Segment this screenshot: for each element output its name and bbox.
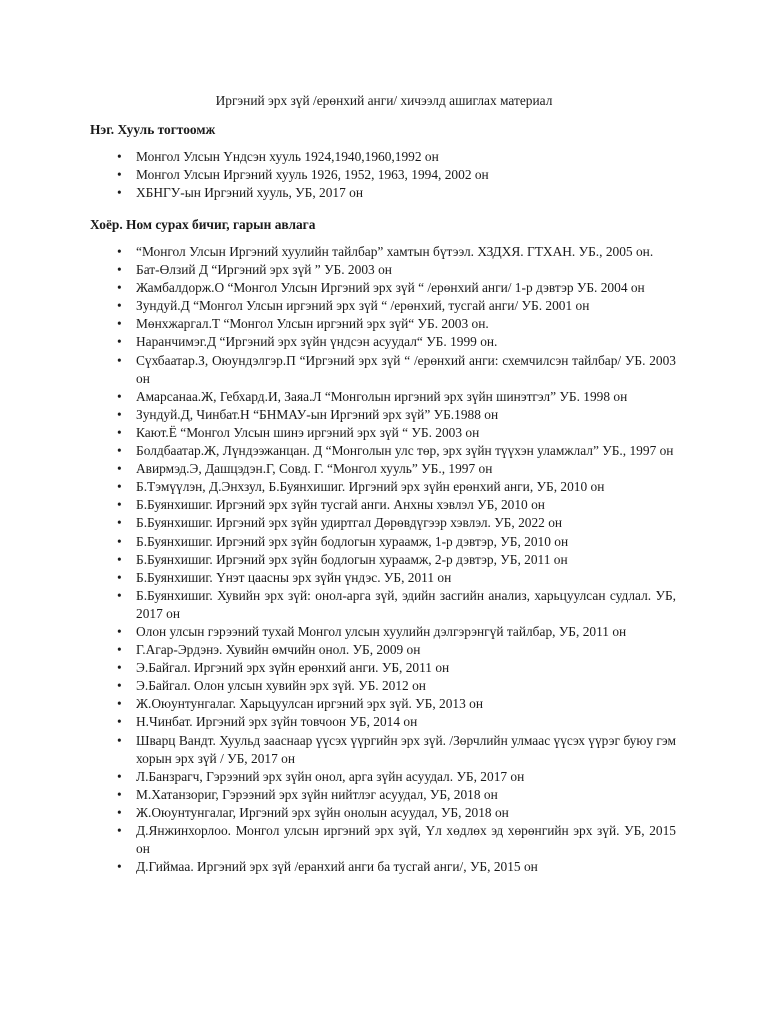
- list-item: • Ж.Оюунтунгалаг, Иргэний эрх зүйн онолын асуудал, УБ, 2018 он: [0, 804, 676, 822]
- list-item: • Монгол Улсын Иргэний хууль 1926, 1952, 1963, 1994, 2002 он: [0, 166, 676, 184]
- list-item: • ХБНГУ-ын Иргэний хууль, УБ, 2017 он: [0, 184, 676, 202]
- list-item: • Б.Буянхишиг. Иргэний эрх зүйн бодлогын хураамж, 2-р дэвтэр, УБ, 2011 он: [0, 551, 676, 569]
- list-item: • Зундуй.Д “Монгол Улсын иргэний эрх зүй “ /ерөнхий, тусгай анги/ УБ. 2001 он: [0, 297, 676, 315]
- list-item: • Б.Тэмүүлэн, Д.Энхзул, Б.Буянхишиг. Иргэний эрх зүйн ерөнхий анги, УБ, 2010 он: [0, 478, 676, 496]
- list-item: • Д.Янжинхорлоо. Монгол улсын иргэний эрх зүй, Үл хөдлөх эд хөрөнгийн эрх зүй. УБ, 2015 он: [0, 822, 676, 858]
- list-item: • Олон улсын гэрээний тухай Монгол улсын хуулийн дэлгэрэнгүй тайлбар, УБ, 2011 он: [0, 623, 676, 641]
- list-item: • Б.Буянхишиг. Иргэний эрх зүйн тусгай анги. Анхны хэвлэл УБ, 2010 он: [0, 496, 676, 514]
- list-item: • Болдбаатар.Ж, Лүндээжанцан. Д “Монголын улс төр, эрх зүйн түүхэн уламжлал” УБ., 1997 он: [0, 442, 676, 460]
- list-item: • Ж.Оюунтунгалаг. Харьцуулсан иргэний эрх зүй. УБ, 2013 он: [0, 695, 676, 713]
- list-item: • Мөнхжаргал.Т “Монгол Улсын иргэний эрх зүй“ УБ. 2003 он.: [0, 315, 676, 333]
- list-item: • Кают.Ё “Монгол Улсын шинэ иргэний эрх зүй “ УБ. 2003 он: [0, 424, 676, 442]
- list-item: • Монгол Улсын Үндсэн хууль 1924,1940,1960,1992 он: [0, 148, 676, 166]
- list-item: • Б.Буянхишиг. Иргэний эрх зүйн удиртгал Дөрөвдүгээр хэвлэл. УБ, 2022 он: [0, 514, 676, 532]
- document-title: Иргэний эрх зүй /ерөнхий анги/ хичээлд ашиглах материал: [215, 93, 553, 108]
- section-heading-laws: Нэг. Хууль тогтоомж: [90, 122, 216, 137]
- list-item: • Наранчимэг.Д “Иргэний эрх зүйн үндсэн асуудал“ УБ. 1999 он.: [0, 333, 676, 351]
- list-item: • Б.Буянхишиг. Хувийн эрх зүй: онол-арга зүй, эдийн засгийн анализ, харьцуулсан судлал. УБ, 2017 он: [0, 587, 676, 623]
- list-item: • “Монгол Улсын Иргэний хуулийн тайлбар” хамтын бүтээл. ХЗДХЯ. ГТХАН. УБ., 2005 он.: [0, 243, 676, 261]
- list-item: • Д.Гиймаа. Иргэний эрх зүй /еранхий анги ба тусгай анги/, УБ, 2015 он: [0, 858, 676, 876]
- list-item: • Жамбалдорж.О “Монгол Улсын Иргэний эрх зүй “ /ерөнхий анги/ 1-р дэвтэр УБ. 2004 он: [0, 279, 676, 297]
- list-item: • Амарсанаа.Ж, Гебхард.И, Заяа.Л “Монголын иргэний эрх зүйн шинэтгэл” УБ. 1998 он: [0, 388, 676, 406]
- list-item: • Авирмэд.Э, Дашцэдэн.Г, Совд. Г. “Монгол хууль” УБ., 1997 он: [0, 460, 676, 478]
- list-item: • Э.Байгал. Олон улсын хувийн эрх зүй. УБ. 2012 он: [0, 677, 676, 695]
- list-item: • Г.Агар-Эрдэнэ. Хувийн өмчийн онол. УБ, 2009 он: [0, 641, 676, 659]
- list-item: • Зундуй.Д, Чинбат.Н “БНМАУ-ын Иргэний эрх зүй” УБ.1988 он: [0, 406, 676, 424]
- list-item: • Б.Буянхишиг. Иргэний эрх зүйн бодлогын хураамж, 1-р дэвтэр, УБ, 2010 он: [0, 533, 676, 551]
- list-item: • Н.Чинбат. Иргэний эрх зүйн товчоон УБ, 2014 он: [0, 713, 676, 731]
- list-item: • Шварц Вандт. Хуульд зааснаар үүсэх үүргийн эрх зүй. /Зөрчлийн улмаас үүсэх үүрэг буюу гэм хорын эрх зүй / УБ, 2017 он: [0, 732, 676, 768]
- books-list: [0, 243, 676, 876]
- list-item: • Сүхбаатар.З, Оюундэлгэр.П “Иргэний эрх зүй “ /ерөнхий анги: схемчилсэн тайлбар/ УБ. 2003 он: [0, 352, 676, 388]
- list-item: • М.Хатанзориг, Гэрээний эрх зүйн нийтлэг асуудал, УБ, 2018 он: [0, 786, 676, 804]
- section-heading-books: Хоёр. Ном сурах бичиг, гарын авлага: [90, 217, 316, 232]
- list-item: • Э.Байгал. Иргэний эрх зүйн ерөнхий анги. УБ, 2011 он: [0, 659, 676, 677]
- laws-list: [0, 148, 676, 202]
- list-item: • Бат-Өлзий Д “Иргэний эрх зүй ” УБ. 2003 он: [0, 261, 676, 279]
- list-item: • Л.Банзрагч, Гэрээний эрх зүйн онол, арга зүйн асуудал. УБ, 2017 он: [0, 768, 676, 786]
- list-item: • Б.Буянхишиг. Үнэт цаасны эрх зүйн үндэс. УБ, 2011 он: [0, 569, 676, 587]
